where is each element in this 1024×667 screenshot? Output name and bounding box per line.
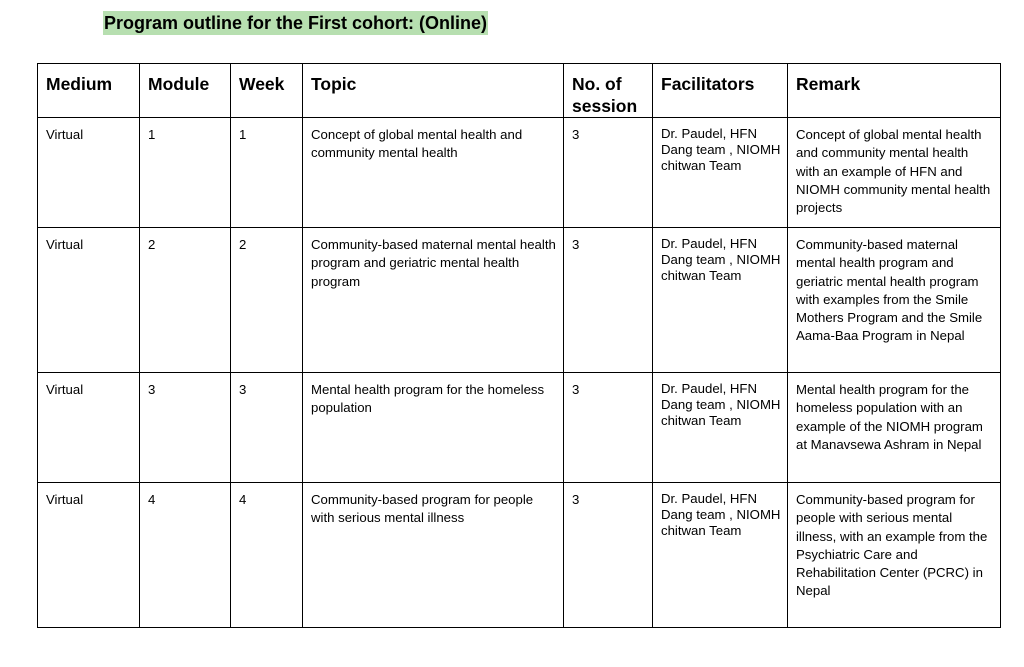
program-outline-table <box>37 63 1001 628</box>
header-facilitators: Facilitators <box>653 64 788 118</box>
cell-week: 3 <box>231 373 303 483</box>
cell-sessions: 3 <box>564 228 653 373</box>
header-medium: Medium <box>38 64 140 118</box>
cell-medium: Virtual <box>38 373 140 483</box>
table-row <box>38 118 1001 228</box>
cell-topic: Community-based maternal mental health program and geriatric mental health program <box>303 228 564 373</box>
cell-remark: Community-based maternal mental health program and geriatric mental health program with examples from the Smile Mothers Program and the Smile Aama-Baa Program in Nepal <box>788 228 1001 373</box>
cell-facilitators: Dr. Paudel, HFN Dang team , NIOMH chitwan Team <box>653 118 788 228</box>
header-remark: Remark <box>788 64 1001 118</box>
header-week: Week <box>231 64 303 118</box>
cell-remark: Community-based program for people with serious mental illness, with an example from the Psychiatric Care and Rehabilitation Center (PCRC) in Nepal <box>788 483 1001 628</box>
cell-sessions: 3 <box>564 373 653 483</box>
cell-module: 2 <box>140 228 231 373</box>
table-row <box>38 373 1001 483</box>
cell-remark: Mental health program for the homeless population with an example of the NIOMH program at Manavsewa Ashram in Nepal <box>788 373 1001 483</box>
table-row <box>38 228 1001 373</box>
cell-module: 1 <box>140 118 231 228</box>
cell-facilitators: Dr. Paudel, HFN Dang team , NIOMH chitwan Team <box>653 373 788 483</box>
cell-week: 2 <box>231 228 303 373</box>
cell-week: 1 <box>231 118 303 228</box>
header-sessions: No. of session <box>564 64 653 118</box>
cell-facilitators: Dr. Paudel, HFN Dang team , NIOMH chitwan Team <box>653 228 788 373</box>
cell-sessions: 3 <box>564 483 653 628</box>
cell-medium: Virtual <box>38 228 140 373</box>
page-title: Program outline for the First cohort: (Online) <box>104 13 488 33</box>
cell-facilitators: Dr. Paudel, HFN Dang team , NIOMH chitwan Team <box>653 483 788 628</box>
header-topic: Topic <box>303 64 564 118</box>
table-row <box>38 483 1001 628</box>
cell-module: 4 <box>140 483 231 628</box>
table-header-row <box>38 64 1001 118</box>
cell-medium: Virtual <box>38 483 140 628</box>
cell-week: 4 <box>231 483 303 628</box>
header-module: Module <box>140 64 231 118</box>
cell-module: 3 <box>140 373 231 483</box>
cell-topic: Concept of global mental health and community mental health <box>303 118 564 228</box>
cell-sessions: 3 <box>564 118 653 228</box>
cell-remark: Concept of global mental health and community mental health with an example of HFN and NIOMH community mental health projects <box>788 118 1001 228</box>
cell-topic: Mental health program for the homeless population <box>303 373 564 483</box>
cell-medium: Virtual <box>38 118 140 228</box>
cell-topic: Community-based program for people with serious mental illness <box>303 483 564 628</box>
